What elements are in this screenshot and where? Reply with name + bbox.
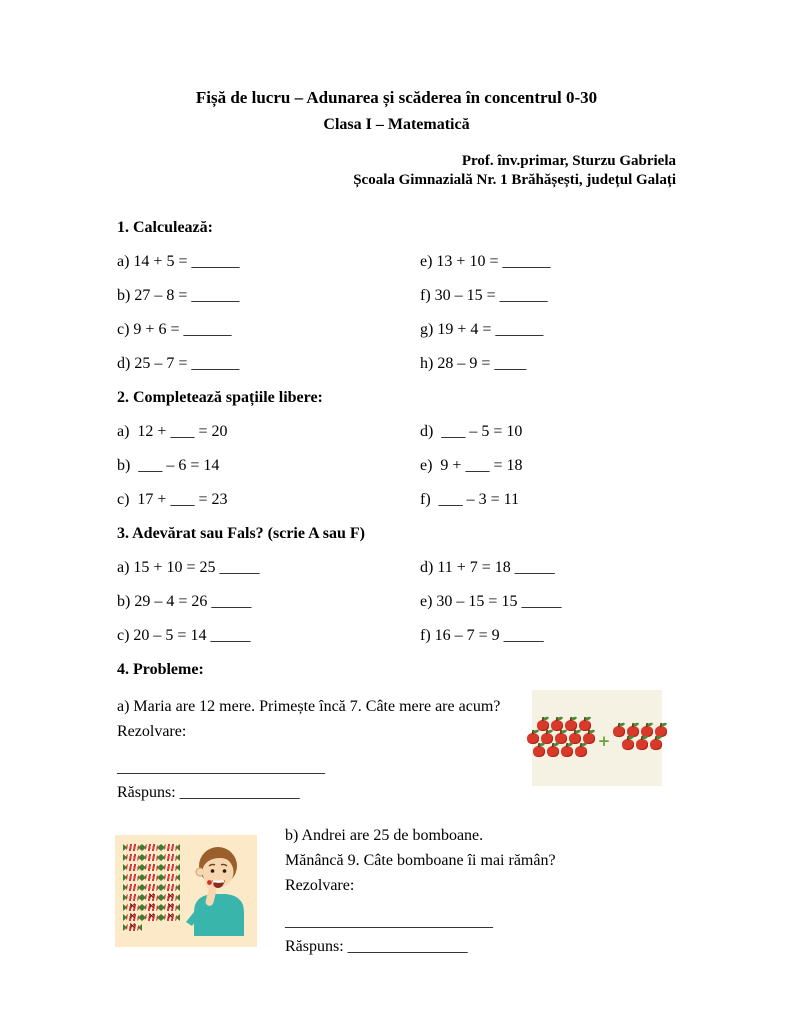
candy-grid [123, 844, 180, 934]
exercise-item: e) 9 + ___ = 18 [420, 457, 523, 474]
exercise-item: g) 19 + 4 = ______ [420, 321, 544, 338]
apples-illustration [532, 690, 662, 786]
candy-icon [126, 904, 139, 911]
exercise-row [117, 286, 676, 306]
exercise-item: f) 16 – 7 = 9 _____ [420, 627, 544, 644]
exercise-item: c) 9 + 6 = ______ [117, 321, 232, 338]
apple-row [532, 745, 596, 758]
apple-group-right [612, 725, 668, 751]
exercise-item: d) ___ – 5 = 10 [420, 423, 523, 440]
exercise-row [117, 490, 676, 510]
boy-eating-candy-illustration [182, 842, 248, 936]
worksheet-content [117, 88, 676, 959]
candy-row [123, 904, 180, 911]
candy-row [123, 854, 180, 861]
apple-group-left [526, 719, 596, 758]
problem-b-solution-line: __________________________ [285, 913, 493, 930]
candy-icon [164, 874, 177, 881]
section-4-heading: 4. Probleme: [117, 661, 204, 678]
candy-icon [145, 864, 158, 871]
exercise-row [117, 558, 676, 578]
candy-icon [164, 914, 177, 921]
exercise-item: h) 28 – 9 = ____ [420, 355, 527, 372]
candy-icon [126, 924, 139, 931]
candy-row [123, 894, 180, 901]
apple-icon [527, 733, 539, 744]
exercise-row [117, 320, 676, 340]
plus-icon: + [597, 731, 611, 750]
exercise-item: a) 15 + 10 = 25 _____ [117, 559, 260, 576]
apple-row [621, 738, 668, 751]
candy-icon [145, 894, 158, 901]
problem-b-solution-label: Rezolvare: [285, 877, 355, 894]
crossed-out-mark: ✕ [166, 902, 175, 912]
problem-b-answer-line: Răspuns: _______________ [285, 938, 468, 955]
candy-icon [126, 894, 139, 901]
candy-icon [145, 874, 158, 881]
candy-icon [164, 844, 177, 851]
apple-icon [533, 746, 545, 757]
exercise-row [117, 592, 676, 612]
candy-icon [126, 854, 139, 861]
crossed-out-mark: ✕ [128, 922, 137, 932]
candy-icon [145, 844, 158, 851]
crossed-out-mark: ✕ [147, 912, 156, 922]
exercise-item: e) 13 + 10 = ______ [420, 253, 551, 270]
exercise-row [117, 354, 676, 374]
section-3-heading: 3. Adevărat sau Fals? (scrie A sau F) [117, 525, 365, 542]
exercise-item: a) 12 + ___ = 20 [117, 423, 228, 440]
section-1-heading: 1. Calculează: [117, 219, 213, 236]
problem-b [117, 823, 676, 959]
candy-icon [145, 914, 158, 921]
apple-icon [650, 739, 662, 750]
problem-a-solution-label: Rezolvare: [117, 723, 187, 740]
problem-b-line-2: Mănâncă 9. Câte bomboane îi mai rămân? [285, 852, 556, 869]
problem-a-text: a) Maria are 12 mere. Primește încă 7. Câte mere are acum? [117, 698, 501, 715]
exercise-item: b) ___ – 6 = 14 [117, 457, 220, 474]
candy-row [123, 924, 180, 931]
candy-row [123, 914, 180, 921]
candy-icon [164, 894, 177, 901]
apple-icon [636, 739, 648, 750]
candy-icon [126, 914, 139, 921]
page-title: Fișă de lucru – Adunarea și scăderea în concentrul 0-30 [195, 88, 598, 107]
section-2-heading: 2. Completează spațiile libere: [117, 389, 323, 406]
problem-a-answer-line: Răspuns: _______________ [117, 784, 300, 801]
candy-icon [126, 844, 139, 851]
author-block [117, 152, 676, 190]
exercise-item: f) ___ – 3 = 11 [420, 491, 520, 508]
exercise-row [117, 252, 676, 272]
apple-icon [561, 746, 573, 757]
apple-icon [613, 726, 625, 737]
crossed-out-mark: ✕ [128, 912, 137, 922]
crossed-out-mark: ✕ [147, 892, 156, 902]
exercise-row [117, 626, 676, 646]
exercise-row [117, 456, 676, 476]
candies-illustration [115, 835, 257, 947]
exercise-item: c) 17 + ___ = 23 [117, 491, 228, 508]
crossed-out-mark: ✕ [166, 912, 175, 922]
apple-icon [622, 739, 634, 750]
crossed-out-mark: ✕ [147, 902, 156, 912]
exercise-item: e) 30 – 15 = 15 _____ [420, 593, 562, 610]
problem-a-solution-line: __________________________ [117, 759, 325, 776]
exercise-item: d) 25 – 7 = ______ [117, 355, 240, 372]
candy-row [123, 874, 180, 881]
problem-b-line-1: b) Andrei are 25 de bomboane. [285, 827, 484, 844]
crossed-out-mark: ✕ [128, 902, 137, 912]
candy-icon [126, 874, 139, 881]
apple-icon [547, 746, 559, 757]
exercise-item: b) 27 – 8 = ______ [117, 287, 240, 304]
candy-icon [164, 864, 177, 871]
exercise-item: c) 20 – 5 = 14 _____ [117, 627, 251, 644]
apple-icon [575, 746, 587, 757]
candy-row [123, 864, 180, 871]
candy-icon [145, 854, 158, 861]
exercise-item: d) 11 + 7 = 18 _____ [420, 559, 555, 576]
exercise-item: a) 14 + 5 = ______ [117, 253, 240, 270]
candy-row [123, 884, 180, 891]
candy-icon [126, 884, 139, 891]
candy-icon [164, 884, 177, 891]
exercise-row [117, 422, 676, 442]
exercise-item: f) 30 – 15 = ______ [420, 287, 548, 304]
exercise-item: b) 29 – 4 = 26 _____ [117, 593, 252, 610]
candy-icon [164, 904, 177, 911]
candy-icon [145, 904, 158, 911]
candy-icon [145, 884, 158, 891]
candy-icon [126, 864, 139, 871]
author-line-2: Școala Gimnazială Nr. 1 Brăhășești, județul Galați [353, 172, 676, 188]
candy-icon [164, 854, 177, 861]
problem-b-text-block [285, 823, 556, 959]
page-subtitle: Clasa I – Matematică [323, 116, 470, 133]
candy-row [123, 844, 180, 851]
author-line-1: Prof. înv.primar, Sturzu Gabriela [461, 153, 676, 169]
problem-a [117, 694, 676, 805]
crossed-out-mark: ✕ [166, 892, 175, 902]
